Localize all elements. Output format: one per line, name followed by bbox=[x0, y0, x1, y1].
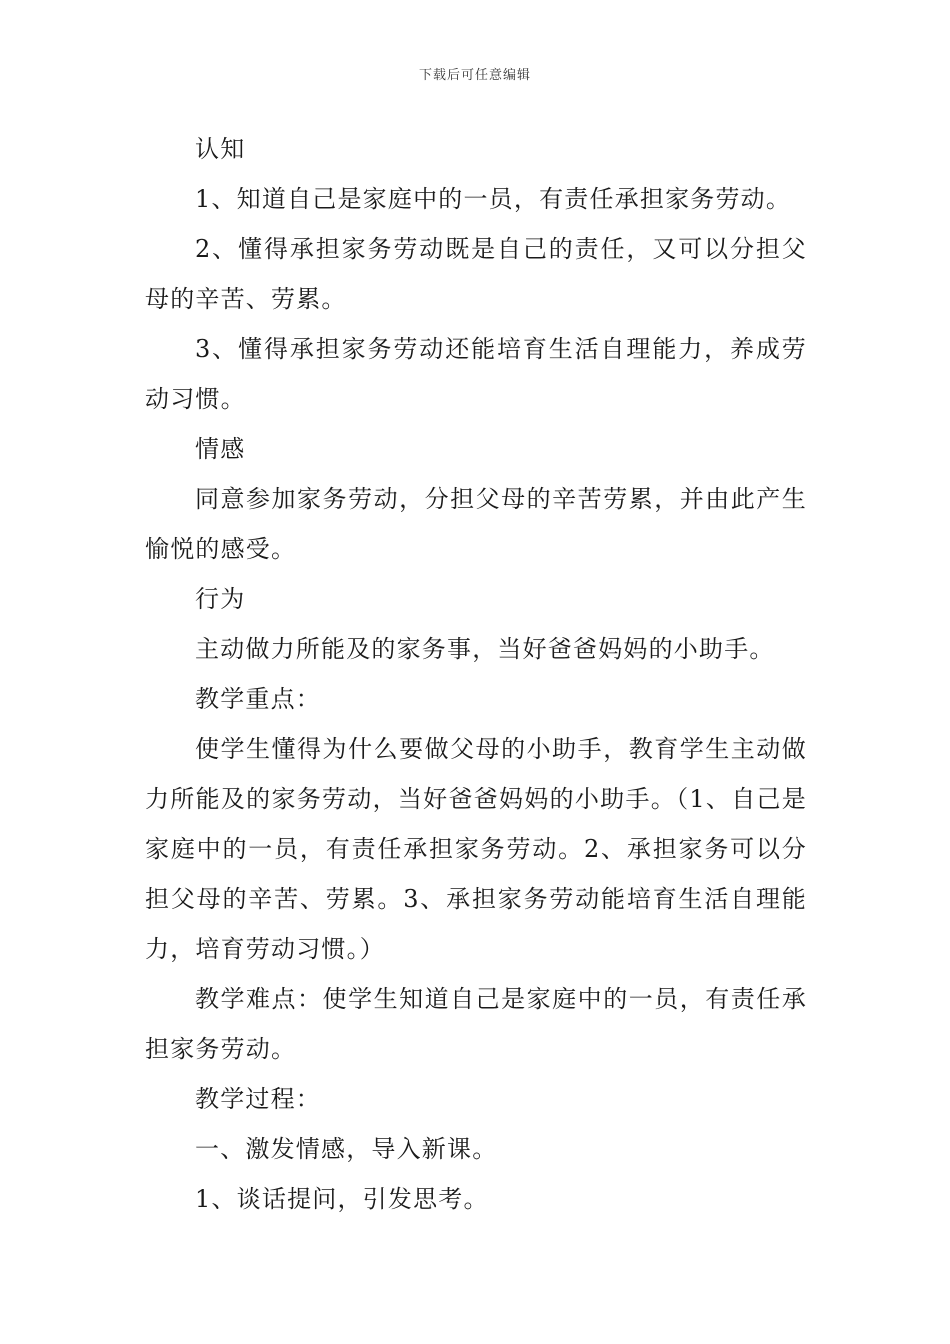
process-step-1-1: 1、谈话提问，引发思考。 bbox=[195, 1185, 489, 1213]
behavior-text: 主动做力所能及的家务事，当好爸爸妈妈的小助手。 bbox=[195, 635, 775, 663]
emotion-text: 同意参加家务劳动，分担父母的辛苦劳累，并由此产生愉悦的感受。 bbox=[145, 485, 807, 563]
key-points-text: 使学生懂得为什么要做父母的小助手，教育学生主动做力所能及的家务劳动，当好爸爸妈妈的小助手。（1、自己是家庭中的一员，有责任承担家务劳动。2、承担家务可以分担父母的辛苦、劳累。3、承担家务劳动能培育生活自理能力，培育劳动习惯。） bbox=[145, 735, 807, 963]
heading-emotion: 情感 bbox=[195, 435, 246, 463]
difficult-points-text: 教学难点：使学生知道自己是家庭中的一员，有责任承担家务劳动。 bbox=[145, 985, 807, 1063]
heading-key-points: 教学重点： bbox=[195, 685, 321, 713]
process-step-1: 一、激发情感，导入新课。 bbox=[195, 1135, 498, 1163]
cognition-item-2: 2、懂得承担家务劳动既是自己的责任，又可以分担父母的辛苦、劳累。 bbox=[145, 235, 807, 313]
cognition-item-1: 1、知道自己是家庭中的一员，有责任承担家务劳动。 bbox=[195, 185, 792, 213]
heading-behavior: 行为 bbox=[195, 585, 246, 613]
cognition-item-3: 3、懂得承担家务劳动还能培育生活自理能力，养成劳动习惯。 bbox=[145, 335, 807, 413]
document-body bbox=[145, 124, 807, 1224]
heading-process: 教学过程： bbox=[195, 1085, 321, 1113]
heading-cognition: 认知 bbox=[195, 135, 246, 163]
page-header: 下载后可任意编辑 bbox=[418, 68, 531, 83]
